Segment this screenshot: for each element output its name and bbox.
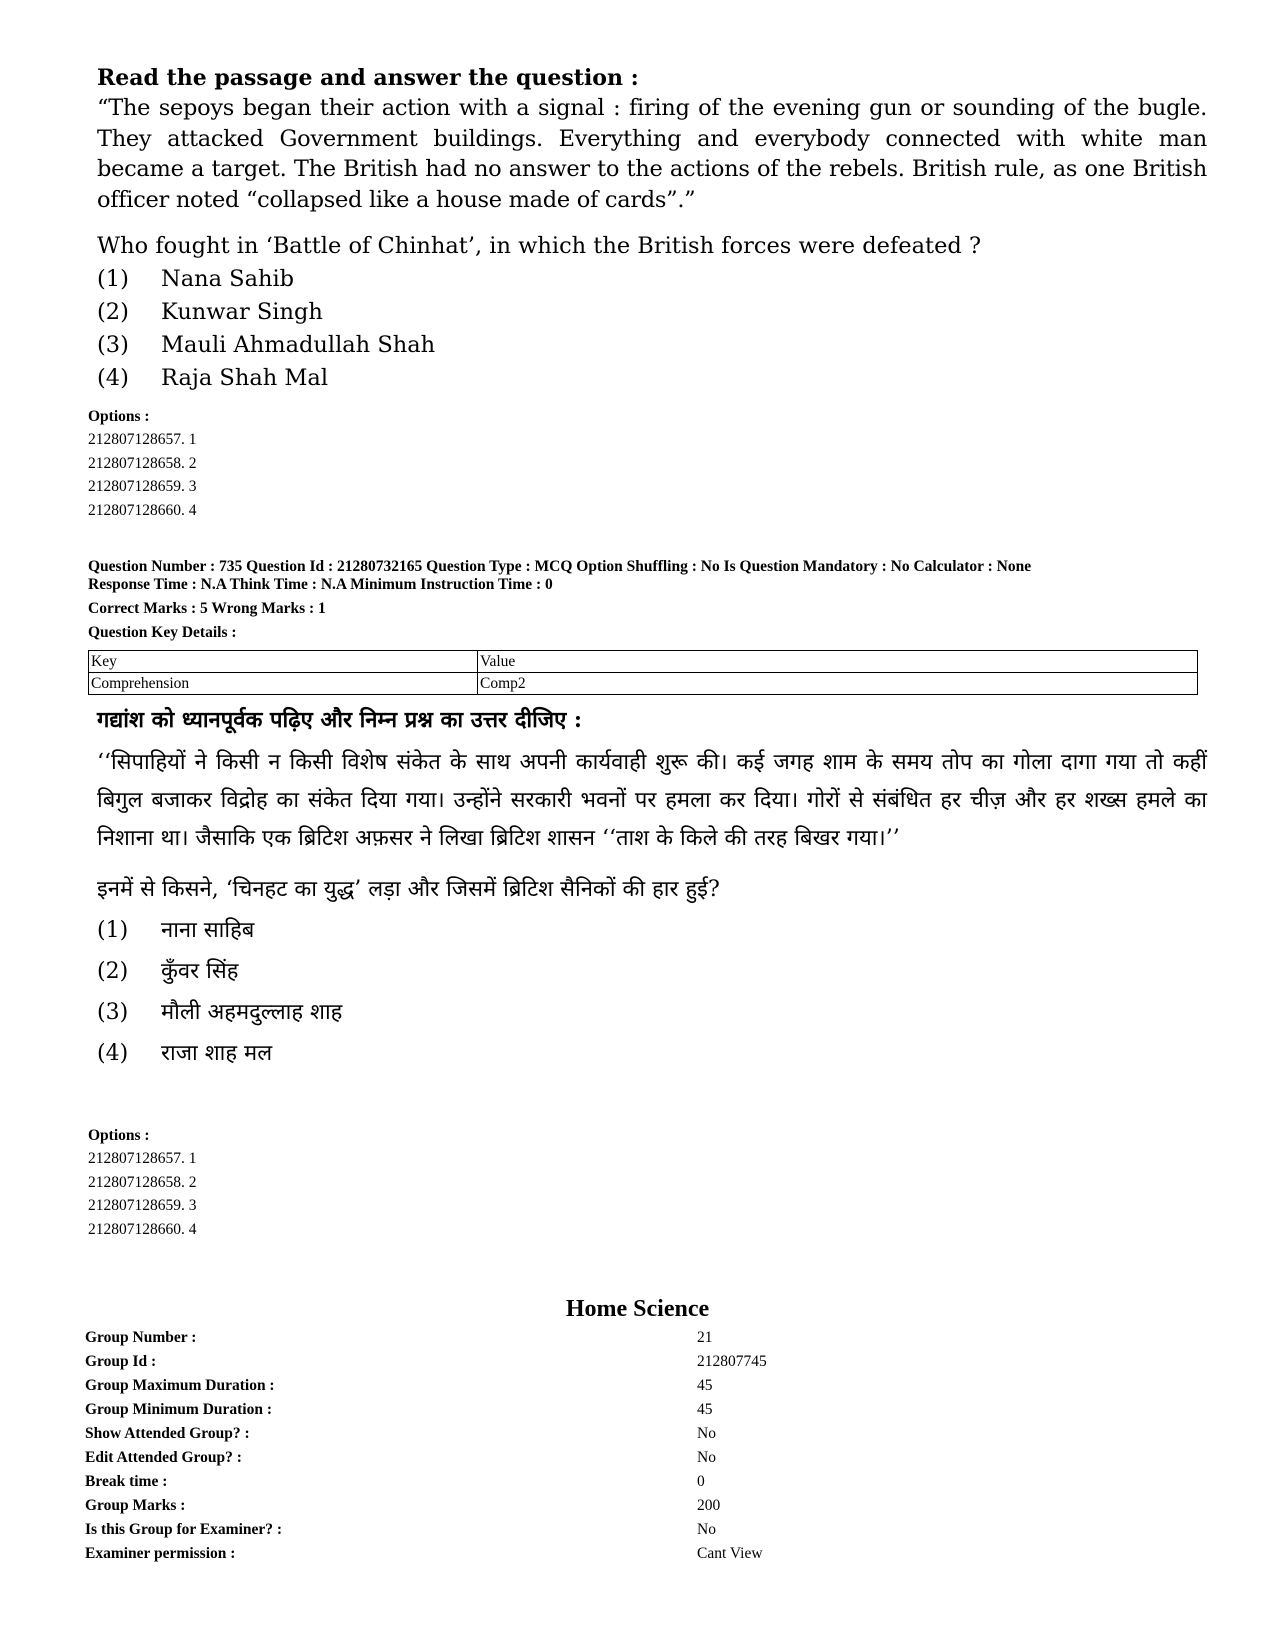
option-text: नाना साहिब bbox=[161, 918, 255, 943]
group-value: No bbox=[697, 1425, 716, 1442]
table-row bbox=[89, 673, 1198, 695]
option-number: (4) bbox=[97, 365, 129, 391]
table-cell: Comprehension bbox=[89, 673, 478, 695]
table-header-cell: Key bbox=[89, 651, 478, 673]
group-row bbox=[85, 1350, 997, 1374]
answer-option bbox=[97, 329, 1207, 362]
key-details-label: Question Key Details : bbox=[88, 624, 237, 641]
group-label: Group Maximum Duration : bbox=[85, 1377, 275, 1394]
section-title: Home Science bbox=[565, 1296, 710, 1322]
answer-option bbox=[97, 362, 1207, 395]
group-row bbox=[85, 1518, 997, 1542]
group-label: Group Marks : bbox=[85, 1497, 186, 1514]
option-id: 212807128657. 1 bbox=[88, 431, 197, 448]
option-id: 212807128659. 3 bbox=[88, 478, 197, 495]
option-id: 212807128657. 1 bbox=[88, 1150, 197, 1167]
answer-option bbox=[97, 910, 1207, 951]
option-number: (2) bbox=[97, 299, 129, 325]
group-label: Group Minimum Duration : bbox=[85, 1401, 273, 1418]
hindi-question bbox=[97, 704, 1207, 1074]
answer-option bbox=[97, 951, 1207, 992]
group-row bbox=[85, 1374, 997, 1398]
key-details-table bbox=[88, 650, 1198, 695]
group-label: Is this Group for Examiner? : bbox=[85, 1521, 283, 1538]
table-cell: Comp2 bbox=[478, 673, 1198, 695]
options-label: Options : bbox=[88, 1127, 150, 1144]
english-question-heading: Read the passage and answer the question : bbox=[97, 65, 639, 91]
option-id: 212807128659. 3 bbox=[88, 1197, 197, 1214]
table-header-row bbox=[89, 651, 1198, 673]
option-text: Mauli Ahmadullah Shah bbox=[161, 332, 436, 358]
hindi-answer-options bbox=[97, 910, 1207, 1074]
hindi-question-heading: गद्यांश को ध्यानपूर्वक पढ़िए और निम्न प्रश्न का उत्तर दीजिए : bbox=[97, 707, 583, 733]
group-value: No bbox=[697, 1521, 716, 1538]
group-label: Group Id : bbox=[85, 1353, 157, 1370]
group-row bbox=[85, 1398, 997, 1422]
table-header-cell: Value bbox=[478, 651, 1198, 673]
option-text: Raja Shah Mal bbox=[161, 365, 329, 391]
option-number: (1) bbox=[97, 918, 129, 943]
group-row bbox=[85, 1422, 997, 1446]
marks-line: Correct Marks : 5 Wrong Marks : 1 bbox=[88, 600, 326, 617]
group-value: 21 bbox=[697, 1329, 713, 1346]
hindi-question-text: इनमें से किसने, ‘चिनहट का युद्ध’ लड़ा और जिसमें ब्रिटिश सैनिकों की हार हुई? bbox=[97, 877, 720, 902]
question-meta-line-2: Response Time : N.A Think Time : N.A Minimum Instruction Time : 0 bbox=[88, 576, 553, 593]
group-row bbox=[85, 1326, 997, 1350]
option-id: 212807128658. 2 bbox=[88, 1173, 197, 1191]
group-row bbox=[85, 1542, 997, 1566]
question-meta-line-1: Question Number : 735 Question Id : 21280732165 Question Type : MCQ Option Shuffling : No Is Question Mandatory : No Calculator : None bbox=[88, 558, 1032, 575]
group-details bbox=[85, 1326, 997, 1566]
option-text: मौली अहमदुल्लाह शाह bbox=[161, 1000, 343, 1025]
group-label: Show Attended Group? : bbox=[85, 1425, 250, 1442]
group-row bbox=[85, 1494, 997, 1518]
option-number: (4) bbox=[97, 1041, 129, 1066]
question-meta bbox=[88, 558, 1208, 642]
english-question bbox=[97, 63, 1207, 395]
option-number: (1) bbox=[97, 266, 129, 292]
option-text: राजा शाह मल bbox=[161, 1041, 273, 1066]
answer-option bbox=[97, 992, 1207, 1033]
group-label: Group Number : bbox=[85, 1329, 197, 1346]
group-value: 45 bbox=[697, 1401, 713, 1418]
option-number: (3) bbox=[97, 332, 129, 358]
option-number: (2) bbox=[97, 959, 129, 984]
group-row bbox=[85, 1446, 997, 1470]
english-options-list bbox=[88, 406, 197, 522]
group-label: Break time : bbox=[85, 1473, 168, 1490]
group-label: Examiner permission : bbox=[85, 1545, 236, 1562]
option-number: (3) bbox=[97, 1000, 129, 1025]
group-value: 0 bbox=[697, 1473, 705, 1490]
hindi-options-list bbox=[88, 1125, 197, 1241]
group-value: 45 bbox=[697, 1377, 713, 1394]
group-value: 212807745 bbox=[697, 1353, 767, 1370]
group-row bbox=[85, 1470, 997, 1494]
group-value: 200 bbox=[697, 1497, 721, 1514]
answer-option bbox=[97, 1033, 1207, 1074]
option-text: Nana Sahib bbox=[161, 266, 295, 292]
option-id: 212807128660. 4 bbox=[88, 501, 197, 519]
group-value: Cant View bbox=[697, 1545, 763, 1562]
answer-option bbox=[97, 296, 1207, 329]
group-label: Edit Attended Group? : bbox=[85, 1449, 242, 1466]
english-answer-options bbox=[97, 263, 1207, 395]
option-id: 212807128660. 4 bbox=[88, 1220, 197, 1238]
option-text: Kunwar Singh bbox=[161, 299, 323, 325]
answer-option bbox=[97, 263, 1207, 296]
english-question-text: Who fought in ‘Battle of Chinhat’, in which the British forces were defeated ? bbox=[97, 233, 982, 259]
options-label: Options : bbox=[88, 408, 150, 425]
option-text: कुँवर सिंह bbox=[161, 959, 239, 984]
english-passage: “The sepoys began their action with a signal : firing of the evening gun or sounding of the bugle. They attacked Government buildings. Everything and everybody connected with white man became a target. The British had no answer to the actions of the rebels. British rule, as one British officer noted “collapsed like a house made of cards”.” bbox=[97, 95, 1207, 213]
hindi-passage: ‘‘सिपाहियों ने किसी न किसी विशेष संकेत के साथ अपनी कार्यवाही शुरू की। कई जगह शाम के समय तोप का गोला दागा गया तो कहीं बिगुल बजाकर विद्रोह का संकेत दिया गया। उन्होंने सरकारी भवनों पर हमला कर दिया। गोरों से संबंधित हर चीज़ और हर शख्स हमले का निशाना था। जैसाकि एक ब्रिटिश अफ़सर ने लिखा ब्रिटिश शासन ‘‘ताश के किले की तरह बिखर गया।’’ bbox=[97, 750, 1207, 851]
group-value: No bbox=[697, 1449, 716, 1466]
option-id: 212807128658. 2 bbox=[88, 454, 197, 472]
